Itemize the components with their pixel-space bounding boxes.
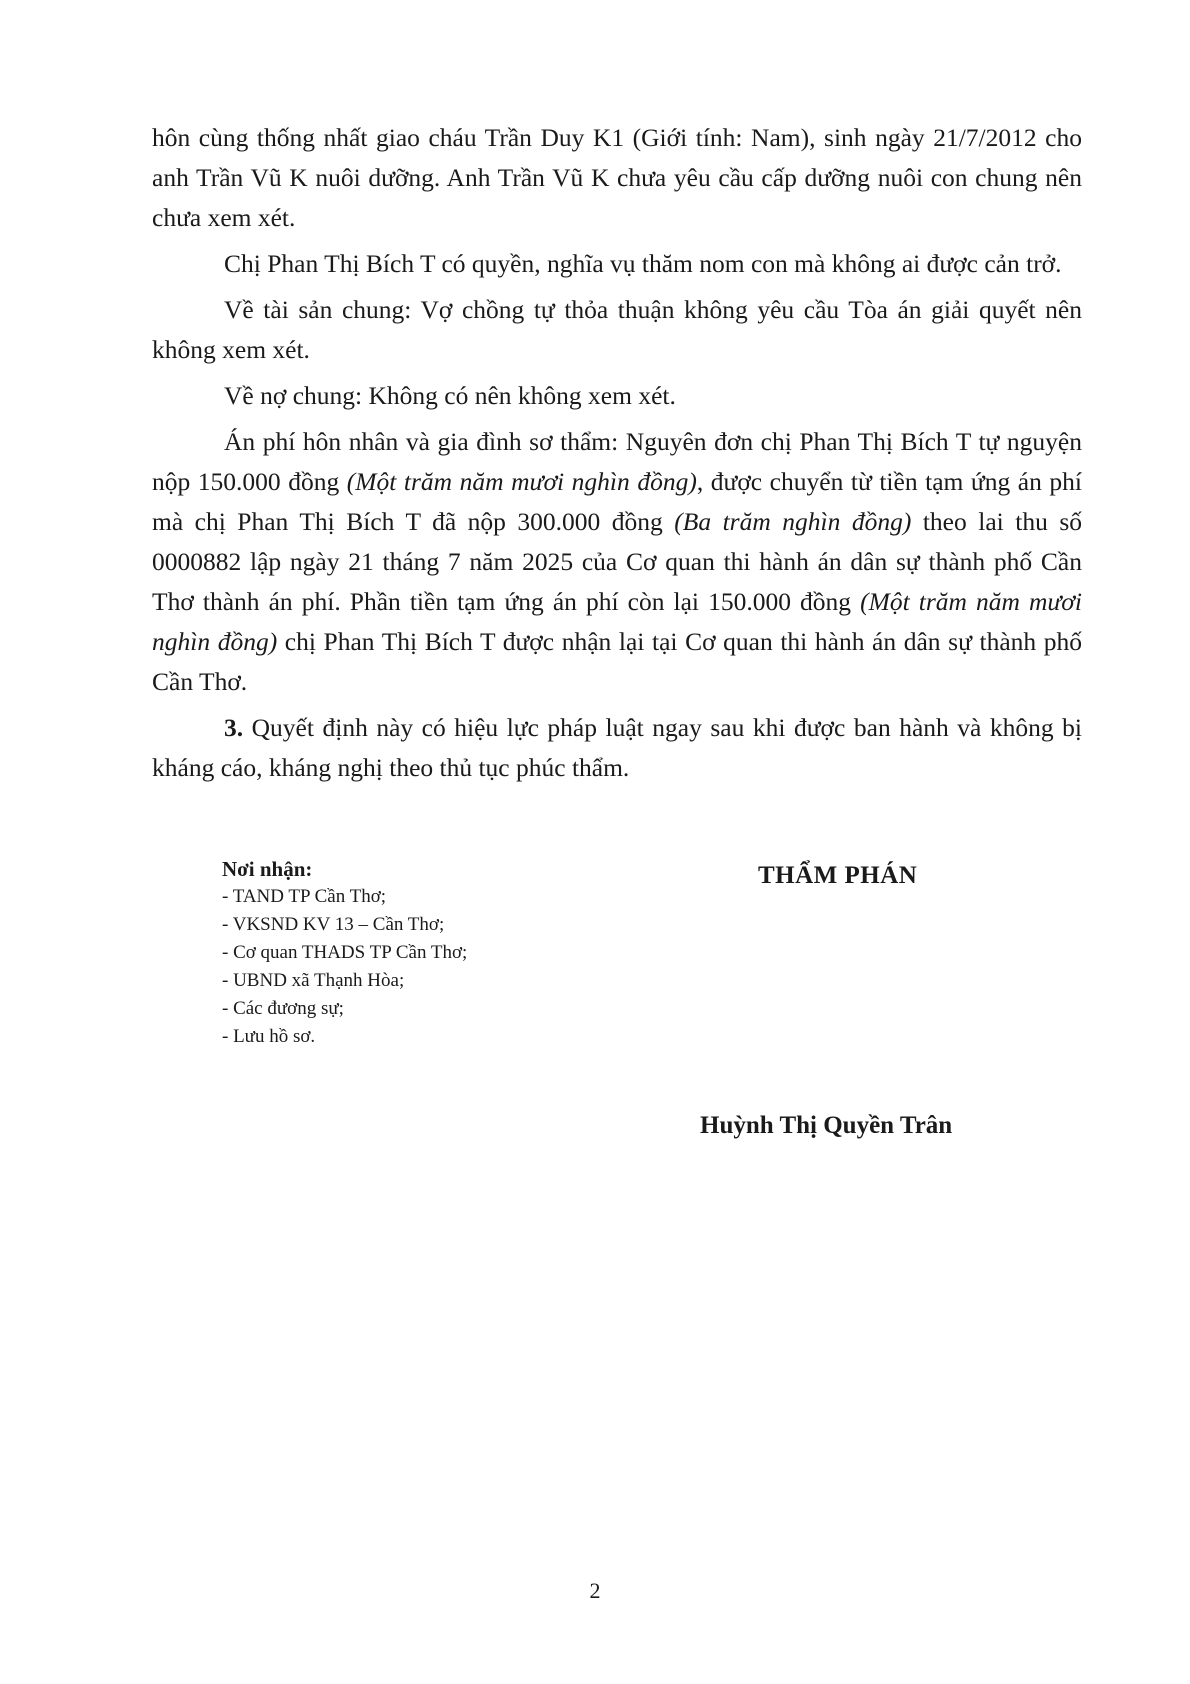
- recipients-list: [222, 883, 642, 1051]
- recipient-item: - Lưu hồ sơ.: [222, 1026, 316, 1047]
- court-fee-text-c: , được chuyển từ tiền tạm ứng án phí mà chị Phan Thị Bích T đã nộp 300.000 đồng: [152, 467, 1082, 536]
- paragraph-common-debt: Về nợ chung: Không có nên không xem xét.: [224, 381, 676, 410]
- court-fee-text-a: Án phí hôn nhân và gia đình sơ thẩm: Nguyên đơn chị Phan Thị Bích T tự nguyện nộp 150.000 đồng: [152, 427, 1082, 496]
- effect-text: Quyết định này có hiệu lực pháp luật ngay sau khi được ban hành và không bị kháng cáo, kháng nghị theo thủ tục phúc thẩm.: [152, 713, 1082, 782]
- recipient-item: - TAND TP Cần Thơ;: [222, 886, 387, 907]
- court-fee-amount-words-3: (Một trăm năm mươi nghìn đồng): [152, 587, 1082, 656]
- court-fee-text-g: chị Phan Thị Bích T được nhận lại tại Cơ quan thi hành án dân sự thành phố Cần Thơ.: [152, 627, 1083, 696]
- paragraph-effect: [152, 708, 1082, 788]
- paragraph-common-property: Về tài sản chung: Vợ chồng tự thỏa thuận không yêu cầu Tòa án giải quyết nên không xem xét.: [152, 295, 1082, 364]
- court-fee-amount-words-1: (Một trăm năm mươi nghìn đồng): [346, 467, 697, 496]
- paragraph-court-fee: [152, 422, 1082, 702]
- recipient-item: - Cơ quan THADS TP Cần Thơ;: [222, 942, 468, 963]
- paragraph-custody: hôn cùng thống nhất giao cháu Trần Duy K1 (Giới tính: Nam), sinh ngày 21/7/2012 cho anh Trần Vũ K nuôi dưỡng. Anh Trần Vũ K chưa yêu cầu cấp dưỡng nuôi con chung nên chưa xem xét.: [152, 123, 1082, 232]
- recipient-item: - Các đương sự;: [222, 998, 344, 1019]
- page-number: 2: [589, 1578, 601, 1603]
- recipients-title: Nơi nhận:: [222, 857, 313, 881]
- court-fee-text-e: theo lai thu số 0000882 lập ngày 21 tháng 7 năm 2025 của Cơ quan thi hành án dân sự thành phố Cần Thơ thành án phí. Phần tiền tạm ứng án phí còn lại 150.000 đồng: [152, 507, 1082, 616]
- judge-title: THẨM PHÁN: [758, 862, 918, 889]
- clause-number: 3.: [224, 713, 244, 742]
- paragraph-visitation: Chị Phan Thị Bích T có quyền, nghĩa vụ thăm nom con mà không ai được cản trở.: [224, 249, 1062, 278]
- recipients-block: [222, 855, 642, 1051]
- recipient-item: - UBND xã Thạnh Hòa;: [222, 970, 405, 991]
- judge-name: Huỳnh Thị Quyền Trân: [700, 1112, 953, 1139]
- document-body: [152, 118, 1082, 794]
- recipient-item: - VKSND KV 13 – Cần Thơ;: [222, 914, 445, 935]
- court-fee-amount-words-2: (Ba trăm nghìn đồng): [674, 507, 912, 536]
